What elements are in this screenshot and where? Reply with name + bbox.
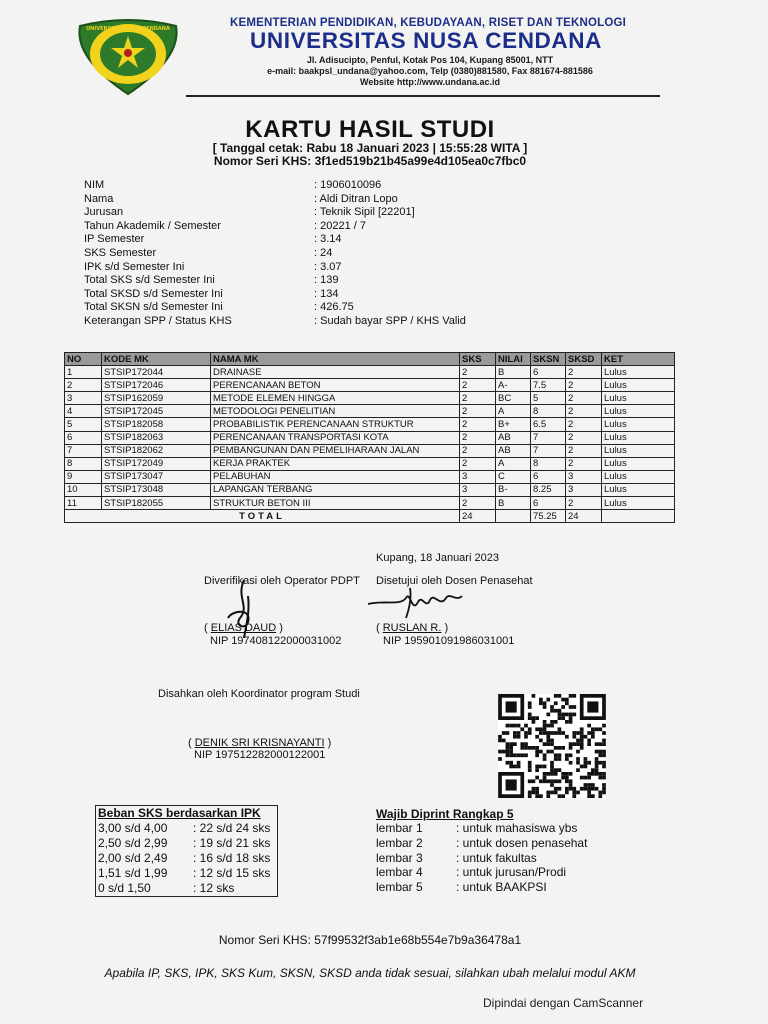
university-name: UNIVERSITAS NUSA CENDANA [250,28,602,53]
copy-desc: : untuk jurusan/Prodi [456,865,567,880]
copy-desc: : untuk mahasiswa ybs [456,821,578,835]
info-value: : 1906010096 [314,179,382,191]
row-no: 4 [65,405,102,418]
open-paren: ( [188,737,192,749]
row-no: 1 [65,366,102,379]
copy-desc: : untuk dosen penasehat [456,835,588,850]
header-divider [186,95,660,97]
copy-row [376,865,567,880]
course-name: PEMBANGUNAN DAN PEMELIHARAAN JALAN [211,444,460,457]
course-grade: AB [496,444,531,457]
course-sksn: 7.5 [531,379,566,392]
course-sksd: 2 [566,444,602,457]
row-no: 9 [65,470,102,483]
table-header-row [65,353,675,366]
table-row [65,418,675,431]
info-label: Tahun Akademik / Semester [84,219,221,232]
info-label: SKS Semester [84,246,157,259]
course-code: STSIP182055 [102,497,211,510]
copy-row [376,850,537,866]
course-sksd: 2 [566,379,602,392]
course-grade: A [496,457,531,470]
scanner-watermark: Dipindai dengan CamScanner [483,996,644,1010]
close-paren: ) [279,622,283,634]
course-status: Lulus [602,470,675,483]
table-row [65,392,675,405]
column-header-kode: KODE MK [102,353,211,366]
university-logo [72,18,184,96]
course-sksn: 6 [531,497,566,510]
info-value: : Sudah bayar SPP / KHS Valid [314,314,466,327]
course-code: STSIP172046 [102,379,211,392]
row-no: 2 [65,379,102,392]
course-sks: 2 [460,379,496,392]
course-grade: C [496,470,531,483]
verifier-nip: NIP 197408122000031002 [210,635,342,647]
place-date: Kupang, 18 Januari 2023 [376,552,499,564]
info-value: : 3.14 [314,233,342,246]
course-sksd: 3 [566,470,602,483]
course-status: Lulus [602,418,675,431]
course-sksn: 7 [531,444,566,457]
table-row [65,497,675,510]
course-grade: B- [496,483,531,496]
copy-desc: : untuk fakultas [456,850,537,865]
sks-load-row [98,881,235,895]
sks-load-row [98,836,271,850]
open-paren: ( [204,622,208,634]
website-line: Website http://www.undana.ac.id [359,77,500,87]
course-status: Lulus [602,405,675,418]
table-row [65,431,675,444]
sks-load-row [98,866,271,880]
info-value: : 24 [314,246,333,259]
info-label: Total SKSN s/d Semester Ini [84,301,223,314]
advisor-name [376,622,448,634]
print-date: [ Tanggal cetak: Rabu 18 Januari 2023 | 15:55:28 WITA ] [212,141,528,155]
info-value: : Aldi Ditran Lopo [314,192,398,205]
course-sksn: 6 [531,366,566,379]
course-sksn: 6 [531,470,566,483]
table-row [65,444,675,457]
info-label: Total SKSD s/d Semester Ini [84,287,223,300]
row-no: 7 [65,444,102,457]
ipk-range: 2,00 s/d 2,49 [98,851,168,865]
total-label: TOTAL [65,510,460,523]
total-sksn: 75.25 [531,510,566,523]
course-sksn: 8 [531,457,566,470]
row-no: 5 [65,418,102,431]
ipk-range: 1,51 s/d 1,99 [98,866,168,880]
course-grade: A [496,405,531,418]
info-label: Total SKS s/d Semester Ini [84,274,215,287]
column-header-ket: KET [602,353,675,366]
copy-sheet: lembar 5 [376,880,423,895]
column-header-sks: SKS [460,353,496,366]
ipk-range: 0 s/d 1,50 [98,881,151,895]
copy-sheet: lembar 2 [376,835,423,850]
column-header-nama: NAMA MK [211,353,460,366]
course-status: Lulus [602,379,675,392]
logo-lettering: UNIVERSITAS NUSA CENDANA [86,26,170,32]
info-value: : 134 [314,287,339,300]
course-sks: 2 [460,392,496,405]
course-sks: 2 [460,444,496,457]
course-sksn: 8.25 [531,483,566,496]
sks-range: : 12 s/d 15 sks [193,866,271,880]
row-no: 6 [65,431,102,444]
table-total-row [65,510,675,523]
total-ket [602,510,675,523]
course-grade: B [496,497,531,510]
course-sks: 2 [460,431,496,444]
sks-load-table [95,805,278,897]
info-label: Jurusan [84,206,124,219]
course-name: METODE ELEMEN HINGGA [211,392,460,405]
course-name: METODOLOGI PENELITIAN [211,405,460,418]
course-code: STSIP182063 [102,431,211,444]
copy-sheet: lembar 3 [376,850,423,865]
close-paren: ) [444,622,449,634]
table-row [65,483,675,496]
course-name: LAPANGAN TERBANG [211,483,460,496]
table-row [65,470,675,483]
course-code: STSIP173048 [102,483,211,496]
info-label: Nama [84,192,114,205]
course-name: STRUKTUR BETON III [211,497,460,510]
copy-sheet: lembar 1 [376,821,423,835]
verifier-name-text: ELIAS DAUD [210,622,277,634]
course-name: PERENCANAAN TRANSPORTASI KOTA [211,431,460,444]
row-no: 11 [65,497,102,510]
footer-note: Apabila IP, SKS, IPK, SKS Kum, SKSN, SKSD anda tidak sesuai, silahkan ubah melalui modul AKM [104,966,636,980]
info-label: IPK s/d Semester Ini [84,260,185,273]
footer-serial: Nomor Seri KHS: 57f99532f3ab1e68b554e7b9a36478a1 [218,933,522,947]
coordinator-name-text: DENIK SRI KRISNAYANTI [194,737,325,749]
sks-range: : 22 s/d 24 sks [193,821,271,835]
course-code: STSIP182062 [102,444,211,457]
advisor-nip: NIP 195901091986031001 [383,635,515,647]
course-status: Lulus [602,444,675,457]
course-sksd: 2 [566,366,602,379]
address-line: Jl. Adisucipto, Penful, Kotak Pos 104, Kupang 85001, NTT [306,55,554,65]
course-status: Lulus [602,366,675,379]
course-name: PERENCANAAN BETON [211,379,460,392]
ipk-range: 2,50 s/d 2,99 [98,836,168,850]
course-grade: AB [496,431,531,444]
course-status: Lulus [602,392,675,405]
sks-range: : 16 s/d 18 sks [193,851,271,865]
verifier-name [204,622,283,634]
course-status: Lulus [602,483,675,496]
coordinator-role: Disahkan oleh Koordinator program Studi [158,688,360,700]
copy-desc: : untuk BAAKPSI [456,880,547,895]
course-status: Lulus [602,457,675,470]
course-sks: 2 [460,497,496,510]
course-table [64,352,675,523]
course-status: Lulus [602,431,675,444]
course-name: PROBABILISTIK PERENCANAAN STRUKTUR [211,418,460,431]
course-sksd: 2 [566,405,602,418]
total-sks: 24 [460,510,496,523]
copy-row [376,835,588,851]
course-name: DRAINASE [211,366,460,379]
course-code: STSIP182058 [102,418,211,431]
info-label: Keterangan SPP / Status KHS [84,314,232,327]
course-sksd: 3 [566,483,602,496]
print-copies [376,807,588,895]
course-sksn: 7 [531,431,566,444]
open-paren: ( [376,622,380,634]
total-sksd: 24 [566,510,602,523]
info-value: : 426.75 [314,301,354,314]
contact-line: e-mail: baakpsl_undana@yahoo.com, Telp (0380)881580, Fax 881674-881586 [267,66,593,76]
course-grade: B+ [496,418,531,431]
course-sksd: 2 [566,431,602,444]
close-paren: ) [327,737,332,749]
course-sksd: 2 [566,418,602,431]
course-sks: 2 [460,405,496,418]
university-address [200,55,660,88]
ministry-name: KEMENTERIAN PENDIDIKAN, KEBUDAYAAN, RISET DAN TEKNOLOGI [229,17,627,29]
sks-range: : 12 sks [193,881,235,895]
verifier-role: Diverifikasi oleh Operator PDPT [204,575,360,587]
course-sks: 2 [460,457,496,470]
info-value: : 20221 / 7 [314,219,366,232]
copy-sheet: lembar 4 [376,865,423,880]
table-row [65,405,675,418]
course-sks: 2 [460,418,496,431]
row-no: 3 [65,392,102,405]
print-copies-title: Wajib Diprint Rangkap 5 [376,807,514,821]
course-sksd: 2 [566,392,602,405]
table-row [65,457,675,470]
course-sksn: 6.5 [531,418,566,431]
row-no: 8 [65,457,102,470]
sks-load-row [98,851,271,865]
info-label: IP Semester [84,233,145,246]
course-grade: BC [496,392,531,405]
serial-number: Nomor Seri KHS: 3f1ed519b21b45a99e4d105ea0c7fbc0 [213,154,527,168]
qr-code [498,694,606,798]
ipk-range: 3,00 s/d 4,00 [98,821,168,835]
document-title: KARTU HASIL STUDI [245,116,495,143]
course-code: STSIP162059 [102,392,211,405]
copy-row [376,880,547,895]
column-header-nilai: NILAI [496,353,531,366]
column-header-sksd: SKSD [566,353,602,366]
advisor-signature [366,580,466,620]
coordinator-name [188,737,331,749]
advisor-role: Disetujui oleh Dosen Penasehat [376,575,533,587]
info-value: : Teknik Sipil [22201] [314,206,415,219]
table-row [65,366,675,379]
sks-load-title: Beban SKS berdasarkan IPK [98,806,261,820]
table-row [65,379,675,392]
copy-row [376,821,578,836]
row-no: 10 [65,483,102,496]
info-value: : 139 [314,274,339,287]
sks-load-row [98,821,271,835]
course-grade: A- [496,379,531,392]
course-name: PELABUHAN [211,470,460,483]
course-grade: B [496,366,531,379]
course-code: STSIP173047 [102,470,211,483]
course-code: STSIP172045 [102,405,211,418]
course-name: KERJA PRAKTEK [211,457,460,470]
course-sksn: 5 [531,392,566,405]
course-sks: 3 [460,483,496,496]
coordinator-nip: NIP 197512282000122001 [194,749,326,761]
column-header-no: NO [65,353,102,366]
course-sks: 3 [460,470,496,483]
course-sksd: 2 [566,497,602,510]
course-sks: 2 [460,366,496,379]
sks-range: : 19 s/d 21 sks [193,836,271,850]
column-header-sksn: SKSN [531,353,566,366]
course-sksn: 8 [531,405,566,418]
course-code: STSIP172044 [102,366,211,379]
total-nilai [496,510,531,523]
course-status: Lulus [602,497,675,510]
info-label: NIM [84,179,105,191]
info-value: : 3.07 [314,260,342,273]
course-sksd: 2 [566,457,602,470]
advisor-name-text: RUSLAN R. [382,622,442,634]
course-code: STSIP172049 [102,457,211,470]
